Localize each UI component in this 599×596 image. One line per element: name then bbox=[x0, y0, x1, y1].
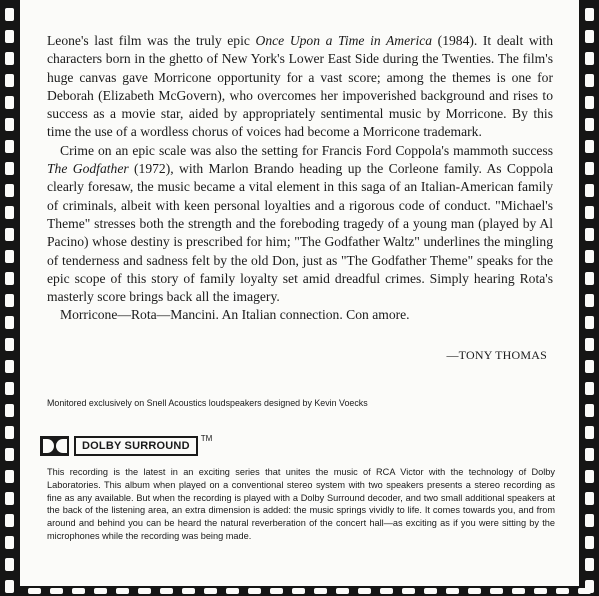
sprocket-hole bbox=[5, 558, 14, 571]
dolby-surround-logo bbox=[40, 436, 212, 456]
sprocket-hole bbox=[5, 52, 14, 65]
sprocket-hole bbox=[270, 588, 283, 594]
sprocket-hole bbox=[5, 514, 14, 527]
sprocket-hole bbox=[5, 426, 14, 439]
article-paragraph bbox=[47, 32, 553, 142]
sprocket-hole bbox=[585, 206, 594, 219]
sprocket-hole bbox=[5, 360, 14, 373]
paragraph-text: Crime on an epic scale was also the setting for Francis Ford Coppola's mammoth success bbox=[60, 142, 553, 158]
article-paragraph bbox=[47, 142, 553, 307]
sprocket-hole bbox=[585, 118, 594, 131]
sprocket-hole bbox=[585, 228, 594, 241]
sprocket-hole bbox=[72, 588, 85, 594]
sprocket-hole bbox=[116, 588, 129, 594]
film-title: The Godfather bbox=[47, 161, 129, 177]
sprocket-hole bbox=[424, 588, 437, 594]
sprocket-hole bbox=[5, 30, 14, 43]
sprocket-hole bbox=[5, 250, 14, 263]
sprocket-hole bbox=[585, 140, 594, 153]
sprocket-hole bbox=[204, 588, 217, 594]
sprocket-hole bbox=[446, 588, 459, 594]
dolby-description: This recording is the latest in an exciting series that unites the music of RCA Victor with the technology of Dolby Laboratories. This album when played on a conventional stereo system with two speakers presents a stereo recording as fine as any available. But when the recording is played with a Dolby Surround decoder, and two small additional speakers at the back of the listening area, an extra dimension is added: the music springs vividly to life. It comes towards you, and from around and behind you can be heard the natural reverberation of the concert hall—as exciting as if you were sitting by the microphones while the recording was being made. bbox=[47, 467, 555, 541]
paragraph-text: (1972), with Marlon Brando heading up the Corleone family. As Coppola clearly foresaw, the music became a vital element in this saga of an Italian-American family of criminals, albeit with keen personal loyalties and a rigorous code of conduct. "Michael's Theme" stresses both the strength and the foreboding tragedy of a young man (played by Al Pacino) whose destiny is prescribed for him; "The Godfather Waltz" underlines the mingling of tenderness and sadness felt by the old Don, just as "The Godfather Theme" speaks for the epic scope of this story of family loyalty set amid dreadful crimes. Simply hearing Rota's masterly score brings back all the imagery. bbox=[47, 161, 553, 305]
trademark-symbol: TM bbox=[200, 434, 213, 443]
sprocket-hole bbox=[5, 118, 14, 131]
sprocket-hole bbox=[585, 492, 594, 505]
sprocket-hole bbox=[585, 52, 594, 65]
sprocket-hole bbox=[585, 470, 594, 483]
sprocket-hole bbox=[336, 588, 349, 594]
sprocket-hole bbox=[585, 338, 594, 351]
sprocket-hole bbox=[5, 8, 14, 21]
sprocket-hole bbox=[585, 96, 594, 109]
sprocket-hole bbox=[5, 580, 14, 593]
paragraph-text: Morricone—Rota—Mancini. An Italian connection. Con amore. bbox=[60, 307, 410, 323]
sprocket-hole bbox=[585, 74, 594, 87]
monitor-note: Monitored exclusively on Snell Acoustics loudspeakers designed by Kevin Voecks bbox=[47, 398, 368, 408]
sprocket-hole bbox=[358, 588, 371, 594]
sprocket-hole bbox=[585, 30, 594, 43]
sprocket-hole bbox=[248, 588, 261, 594]
sprocket-hole bbox=[490, 588, 503, 594]
sprocket-hole bbox=[292, 588, 305, 594]
sprocket-hole bbox=[5, 96, 14, 109]
sprocket-hole bbox=[585, 360, 594, 373]
sprocket-hole bbox=[94, 588, 107, 594]
sprocket-hole bbox=[5, 140, 14, 153]
sprocket-hole bbox=[556, 588, 569, 594]
sprocket-hole bbox=[5, 184, 14, 197]
dolby-double-d-icon bbox=[40, 436, 69, 456]
sprocket-hole bbox=[534, 588, 547, 594]
film-title: Once Upon a Time in America bbox=[255, 33, 433, 48]
sprocket-hole bbox=[314, 588, 327, 594]
sprocket-hole bbox=[160, 588, 173, 594]
sprocket-hole bbox=[585, 184, 594, 197]
sprocket-hole bbox=[585, 8, 594, 21]
dolby-d-left bbox=[43, 439, 54, 453]
sprocket-hole bbox=[402, 588, 415, 594]
sprocket-hole bbox=[5, 338, 14, 351]
sprocket-hole bbox=[138, 588, 151, 594]
sprocket-hole bbox=[585, 272, 594, 285]
sprocket-hole bbox=[50, 588, 63, 594]
sprocket-hole bbox=[380, 588, 393, 594]
dolby-surround-label: DOLBY SURROUND bbox=[74, 436, 198, 456]
paragraph-text: Leone's last film was the truly epic bbox=[47, 33, 256, 48]
article-paragraph bbox=[47, 306, 553, 324]
sprocket-hole bbox=[585, 162, 594, 175]
sprocket-hole bbox=[5, 228, 14, 241]
sprocket-hole bbox=[585, 382, 594, 395]
sprocket-hole bbox=[5, 272, 14, 285]
sprocket-hole bbox=[468, 588, 481, 594]
sprocket-hole bbox=[585, 426, 594, 439]
sprocket-hole bbox=[5, 294, 14, 307]
sprocket-hole bbox=[5, 536, 14, 549]
sprocket-hole bbox=[5, 316, 14, 329]
sprocket-hole bbox=[5, 448, 14, 461]
sprocket-hole bbox=[28, 588, 41, 594]
author-signature: —TONY THOMAS bbox=[446, 348, 547, 362]
sprocket-hole bbox=[585, 558, 594, 571]
paragraph-text: (1984). It dealt with characters born in the ghetto of New York's Lower East Side during the Twenties. The film's huge canvas gave Morricone opportunity for a vast score; among the themes is one for Deborah (Elizabeth McGovern), who overcomes her impoverished background and rises to success as a movie star, aided by appropriately sentimental music by Morricone. By this time the use of a wordless chorus of voices had become a Morricone trademark. bbox=[47, 33, 554, 140]
sprocket-hole bbox=[578, 588, 591, 594]
sprocket-hole bbox=[585, 294, 594, 307]
sprocket-hole bbox=[5, 206, 14, 219]
sprocket-hole bbox=[5, 382, 14, 395]
sprocket-hole bbox=[5, 492, 14, 505]
article-body bbox=[47, 32, 553, 325]
sprocket-hole bbox=[5, 470, 14, 483]
sprocket-hole bbox=[585, 316, 594, 329]
sprocket-hole bbox=[512, 588, 525, 594]
sprocket-hole bbox=[5, 74, 14, 87]
sprocket-hole bbox=[585, 250, 594, 263]
sprocket-hole bbox=[585, 404, 594, 417]
sprocket-hole bbox=[226, 588, 239, 594]
sprocket-hole bbox=[5, 162, 14, 175]
sprocket-hole bbox=[585, 536, 594, 549]
sprocket-hole bbox=[585, 514, 594, 527]
sprocket-hole bbox=[182, 588, 195, 594]
dolby-d-right bbox=[56, 439, 67, 453]
sprocket-hole bbox=[585, 448, 594, 461]
sprocket-hole bbox=[5, 404, 14, 417]
